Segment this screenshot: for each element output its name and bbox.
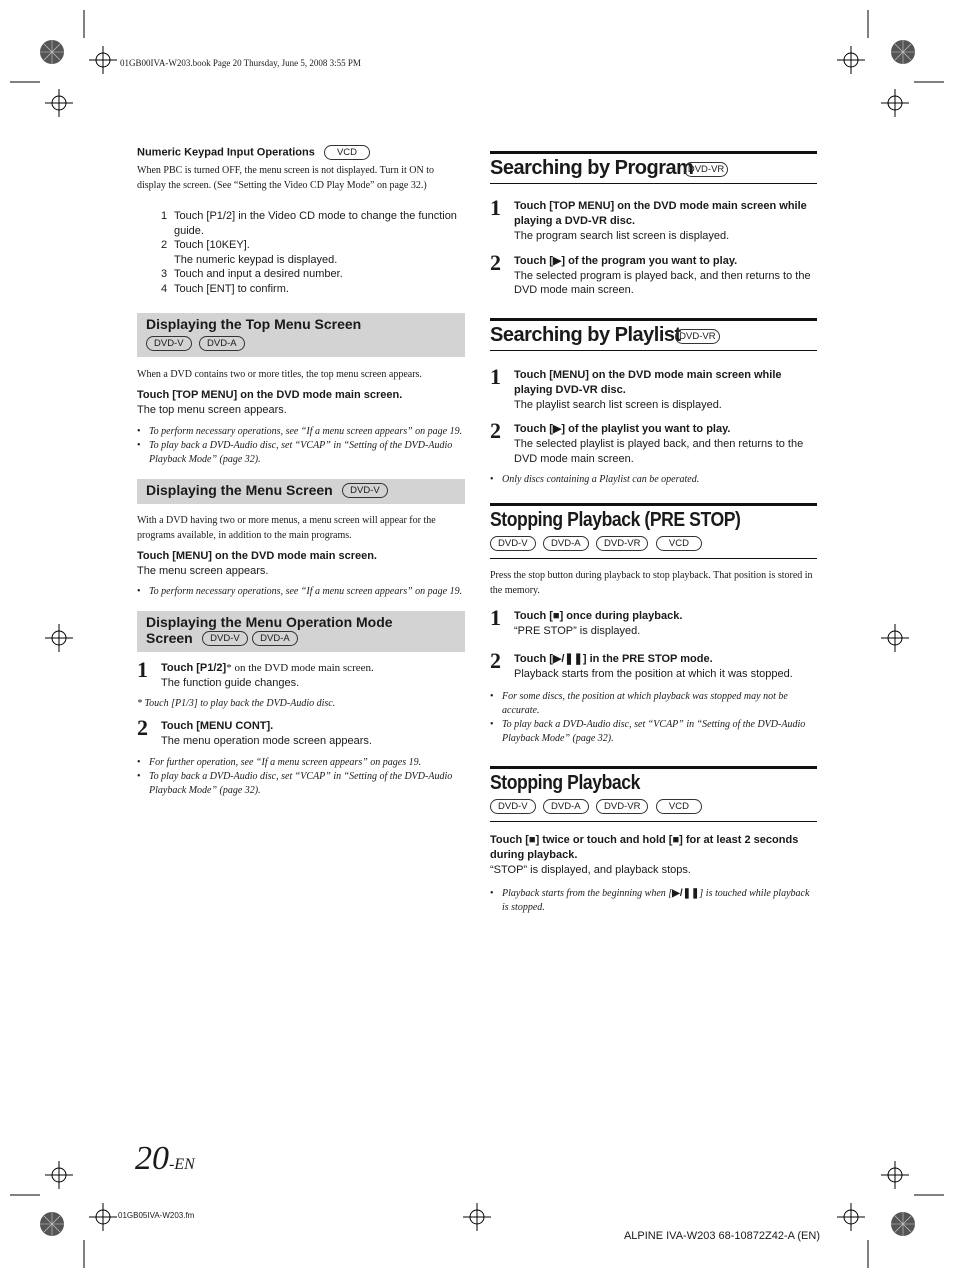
dvd-v-badge: DVD-V	[146, 336, 192, 351]
step-number: 2	[137, 714, 148, 740]
step-result: The playlist search list screen is displayed.	[514, 398, 722, 411]
menu-instruction: Touch [MENU] on the DVD mode main screen.	[137, 549, 377, 562]
note-item: • To play back a DVD-Audio disc, set “VCAP” in “Setting of the DVD-Audio Playback Mode” (page 32).	[137, 770, 465, 798]
menu-op-section	[137, 611, 465, 798]
stop-section	[490, 766, 817, 915]
note-item: • To perform necessary operations, see “If a menu screen appears” on page 19.	[137, 585, 465, 599]
play-icon: ▶	[552, 423, 562, 435]
numeric-steps	[137, 209, 465, 296]
play-icon: ▶	[552, 254, 562, 267]
dvd-a-badge: DVD-A	[543, 799, 589, 814]
dvd-v-badge: DVD-V	[490, 536, 536, 551]
menu-heading	[137, 479, 465, 504]
step-result: The menu operation mode screen appears.	[161, 734, 372, 747]
vcd-badge: VCD	[656, 799, 702, 814]
top-menu-instruction: Touch [TOP MENU] on the DVD mode main screen.	[137, 389, 403, 401]
dvd-v-badge: DVD-V	[490, 799, 536, 814]
step-number: 1	[137, 657, 148, 682]
note-item: • Only discs containing a Playlist can be operated.	[490, 473, 817, 487]
playlist-step-1: 1 Touch [MENU] on the DVD mode main screen while playing DVD-VR disc. The playlist search list screen is displayed.	[490, 368, 817, 413]
program-section	[490, 151, 817, 298]
dvd-vr-badge: DVD-VR	[684, 162, 728, 177]
prestop-title: Stopping Playback (PRE STOP)	[490, 509, 741, 531]
numeric-title: Numeric Keypad Input Operations	[137, 146, 315, 159]
step-result: The selected playlist is played back, and then returns to the DVD mode main screen.	[514, 438, 804, 465]
dvd-a-badge: DVD-A	[199, 336, 245, 351]
prestop-heading	[490, 503, 817, 559]
file-info: 01GB05IVA-W203.fm	[118, 1211, 195, 1220]
menu-notes	[137, 585, 465, 599]
step-result: The function guide changes.	[161, 677, 300, 689]
top-menu-notes	[137, 425, 465, 467]
top-menu-intro: When a DVD contains two or more titles, the top menu screen appears.	[137, 369, 422, 380]
step-number: 2	[490, 647, 501, 673]
note-item: • Playback starts from the beginning when [▶/❚❚] is touched while playback is stopped.	[490, 887, 817, 915]
prestop-intro: Press the stop button during playback to stop playback. That position is stored in the memory.	[490, 570, 813, 596]
menu-op-footnote: * Touch [P1/3] to play back the DVD-Audio disc.	[137, 697, 336, 709]
numeric-section	[137, 145, 465, 296]
menu-op-title: Displaying the Menu Operation Mode	[146, 614, 393, 630]
prestop-section	[490, 503, 817, 746]
page-number-suffix: -EN	[169, 1156, 195, 1173]
dvd-a-badge: DVD-A	[252, 631, 298, 646]
page-number-value: 20	[135, 1140, 169, 1177]
stop-result: “STOP” is displayed, and playback stops.	[490, 864, 691, 876]
note-item: • To play back a DVD-Audio disc, set “VCAP” in “Setting of the DVD-Audio Playback Mode” (page 32).	[490, 718, 817, 746]
prestop-notes	[490, 690, 817, 746]
play-pause-icon: ▶/❚❚	[552, 652, 583, 665]
page-number	[135, 1140, 195, 1178]
top-menu-title: Displaying the Top Menu Screen	[146, 316, 362, 332]
stop-icon: ■	[672, 834, 680, 846]
list-item: 3 Touch and input a desired number.	[161, 268, 343, 280]
note-item: • For further operation, see “If a menu screen appears” on pages 19.	[137, 756, 465, 770]
play-pause-icon: ▶/❚❚	[672, 887, 700, 899]
top-menu-section	[137, 313, 465, 467]
top-menu-heading	[137, 313, 465, 357]
step-result: The selected program is played back, and then returns to the DVD mode main screen.	[514, 269, 811, 296]
dvd-v-badge: DVD-V	[342, 483, 388, 498]
step-result: The program search list screen is displayed.	[514, 230, 730, 242]
note-item: • To play back a DVD-Audio disc, set “VCAP” in “Setting of the DVD-Audio Playback Mode” (page 32).	[137, 439, 465, 467]
prestop-step-2: 2 Touch [▶/❚❚] in the PRE STOP mode. Playback starts from the position at which it was stopped.	[490, 652, 817, 682]
menu-op-notes	[137, 756, 465, 798]
program-step-2: 2 Touch [▶] of the program you want to play. The selected program is played back, and then returns to the DVD mode main screen.	[490, 254, 817, 298]
vcd-badge: VCD	[656, 536, 702, 551]
program-title: Searching by Program	[490, 157, 694, 179]
step-number: 1	[490, 605, 501, 630]
menu-op-heading	[137, 611, 465, 652]
list-item: 1 Touch [P1/2] in the Video CD mode to change the function guide.	[161, 210, 457, 237]
step-result: Playback starts from the position at which it was stopped.	[514, 667, 793, 680]
step-number: 2	[490, 249, 501, 275]
playlist-title: Searching by Playlist	[490, 323, 681, 346]
note-item: • To perform necessary operations, see “If a menu screen appears” on page 19.	[137, 425, 465, 439]
program-heading	[490, 151, 817, 184]
left-column	[137, 145, 465, 798]
step-number: 1	[490, 363, 501, 389]
dvd-v-badge: DVD-V	[202, 631, 248, 646]
program-step-1: 1 Touch [TOP MENU] on the DVD mode main screen while playing a DVD-VR disc. The program search list screen is displayed.	[490, 199, 817, 244]
menu-result: The menu screen appears.	[137, 564, 269, 577]
menu-title: Displaying the Menu Screen	[146, 481, 333, 498]
list-item: 4 Touch [ENT] to confirm.	[161, 282, 289, 295]
menu-op-title-2: Screen	[146, 630, 193, 646]
menu-section	[137, 479, 465, 600]
dvd-vr-badge: DVD-VR	[596, 799, 648, 814]
stop-heading	[490, 766, 817, 822]
print-info: 01GB00IVA-W203.book Page 20 Thursday, June 5, 2008 3:55 PM	[120, 58, 361, 68]
menu-op-step-2: 2 Touch [MENU CONT]. The menu operation mode screen appears.	[137, 719, 465, 749]
stop-icon: ■	[552, 610, 560, 622]
stop-notes	[490, 887, 817, 915]
stop-title: Stopping Playback	[490, 772, 640, 794]
dvd-vr-badge: DVD-VR	[675, 329, 719, 344]
vcd-badge: VCD	[324, 145, 370, 160]
playlist-section	[490, 318, 817, 488]
menu-intro: With a DVD having two or more menus, a menu screen will appear for the programs available, in addition to the main programs.	[137, 514, 436, 541]
playlist-notes	[490, 473, 817, 487]
model-info: ALPINE IVA-W203 68-10872Z42-A (EN)	[623, 1230, 820, 1242]
stop-icon: ■	[528, 834, 536, 846]
prestop-step-1: 1 Touch [■] once during playback. “PRE STOP” is displayed.	[490, 609, 817, 639]
list-item: The numeric keypad is displayed.	[174, 253, 338, 266]
step-result: “PRE STOP” is displayed.	[514, 625, 641, 637]
step-number: 1	[490, 195, 501, 220]
list-item: 2 Touch [10KEY].	[161, 239, 250, 251]
stop-instruction: Touch [■] twice or touch and hold [■] for at least 2 seconds during playback.	[490, 834, 799, 861]
menu-op-step-1: 1 Touch [P1/2]* on the DVD mode main screen. The function guide changes.	[137, 661, 465, 691]
dvd-vr-badge: DVD-VR	[596, 536, 648, 551]
playlist-heading	[490, 318, 817, 351]
top-menu-result: The top menu screen appears.	[137, 404, 287, 416]
step-number: 2	[490, 418, 501, 443]
numeric-intro: When PBC is turned OFF, the menu screen is not displayed. Turn it ON to display the screen. (See “Setting the Video CD Play Mode” on page 32.)	[137, 165, 434, 191]
playlist-step-2: 2 Touch [▶] of the playlist you want to play. The selected playlist is played back, and then returns to the DVD mode main screen.	[490, 422, 817, 466]
right-column	[490, 151, 817, 915]
dvd-a-badge: DVD-A	[543, 536, 589, 551]
note-item: • For some discs, the position at which playback was stopped may not be accurate.	[490, 690, 817, 718]
